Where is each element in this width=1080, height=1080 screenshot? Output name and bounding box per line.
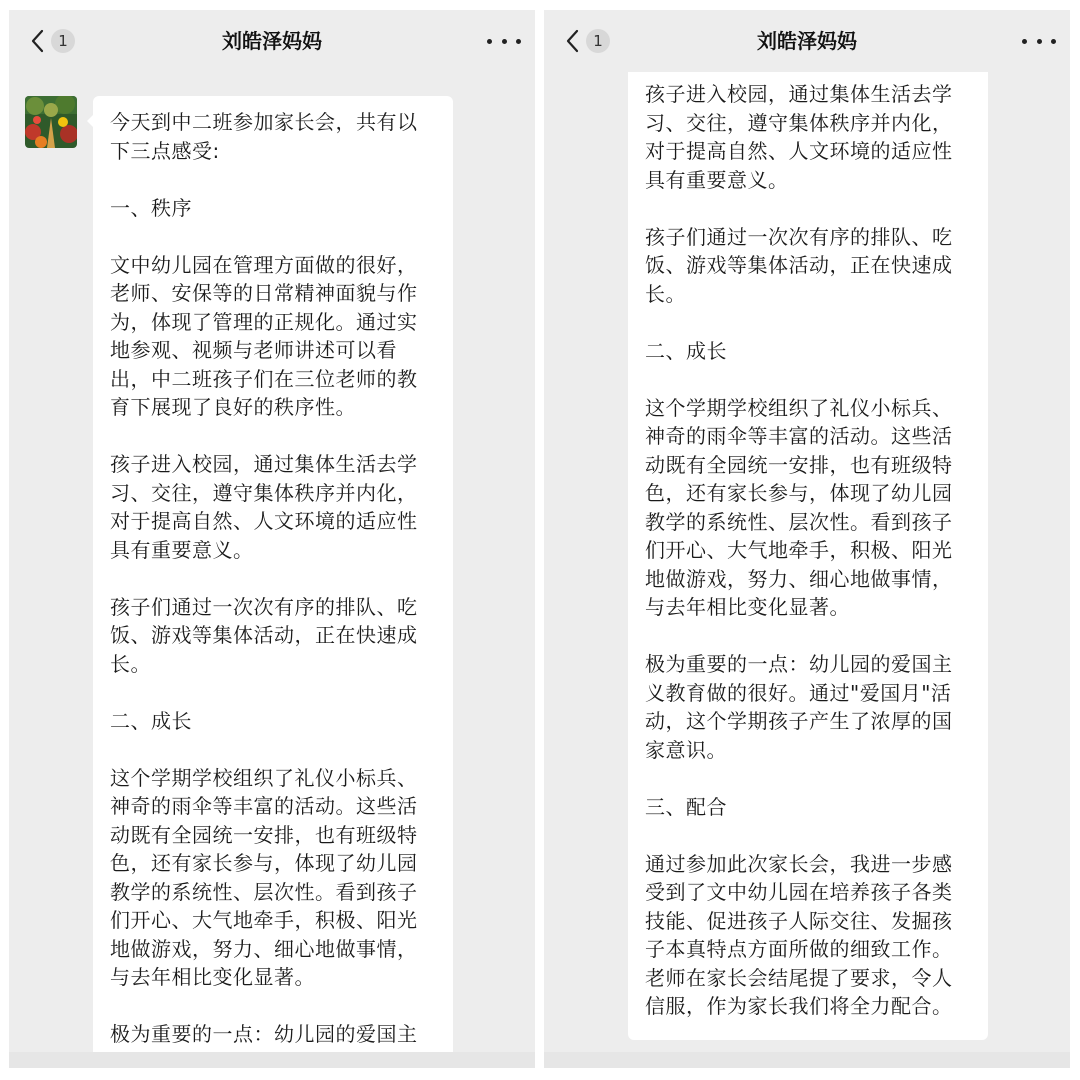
chat-screen-right <box>544 10 1070 1068</box>
message-line: 动既有全园统一安排，也有班级特 <box>110 822 418 847</box>
message-line: 出，中二班孩子们在三位老师的教 <box>110 366 418 391</box>
message-line: 二、成长 <box>645 338 727 363</box>
message-line: 饭、游戏等集体活动，正在快速成 <box>110 623 418 647</box>
message-line: 孩子进入校园，通过集体生活去学 <box>110 452 418 476</box>
message-line: 今天到中二班参加家长会，共有以 <box>110 110 418 134</box>
message-text <box>645 72 976 1021</box>
message-line: 老师在家长会结尾提了要求，令人 <box>645 965 953 990</box>
chat-screen-left <box>9 10 535 1068</box>
more-options-button[interactable] <box>1022 26 1056 56</box>
chat-header <box>544 10 1070 72</box>
message-text <box>110 96 441 1049</box>
paragraph-gap <box>110 992 441 1021</box>
message-line: 们开心、大气地牵手，积极、阳光 <box>645 538 953 562</box>
message-line: 文中幼儿园在管理方面做的很好， <box>110 252 418 277</box>
message-line: 育下展现了良好的秩序性。 <box>110 395 356 419</box>
unread-count-badge: 1 <box>51 29 75 53</box>
message-line: 饭、游戏等集体活动，正在快速成 <box>645 253 953 277</box>
paragraph-gap <box>110 735 441 764</box>
message-line: 信服，作为家长我们将全力配合。 <box>645 994 953 1018</box>
message-line: 子本真特点方面所做的细致工作。 <box>645 937 953 961</box>
message-line: 习、交往，遵守集体秩序并内化， <box>645 110 953 135</box>
message-line: 神奇的雨伞等丰富的活动。这些活 <box>645 424 953 448</box>
message-line: 对于提高自然、人文环境的适应性 <box>645 139 953 163</box>
message-line: 色，还有家长参与，体现了幼儿园 <box>645 481 953 505</box>
message-line: 极为重要的一点：幼儿园的爱国主 <box>110 1022 418 1046</box>
message-line: 义教育做的很好。通过"爱国月"活 <box>645 680 952 705</box>
message-line: 三、配合 <box>645 794 727 819</box>
paragraph-gap <box>645 764 976 793</box>
paragraph-gap <box>110 222 441 251</box>
message-line: 技能、促进孩子人际交往、发掘孩 <box>645 908 953 933</box>
message-line: 这个学期学校组织了礼仪小标兵、 <box>110 765 418 790</box>
more-horizontal-icon <box>487 39 492 44</box>
more-options-button[interactable] <box>487 26 521 56</box>
message-line: 教学的系统性、层次性。看到孩子 <box>645 509 953 534</box>
message-bubble[interactable] <box>93 96 453 1066</box>
avatar[interactable] <box>25 96 77 148</box>
message-line: 神奇的雨伞等丰富的活动。这些活 <box>110 794 418 818</box>
chat-title: 刘皓泽妈妈 <box>757 29 857 53</box>
paragraph-gap <box>645 821 976 850</box>
message-line: 教学的系统性、层次性。看到孩子 <box>110 879 418 904</box>
paragraph-gap <box>110 678 441 707</box>
message-line: 动既有全园统一安排，也有班级特 <box>645 452 953 477</box>
message-line: 与去年相比变化显著。 <box>645 595 850 619</box>
paragraph-gap <box>645 194 976 223</box>
paragraph-gap <box>645 308 976 337</box>
message-line: 地参观、视频与老师讲述可以看 <box>110 338 397 362</box>
message-line: 为，体现了管理的正规化。通过实 <box>110 309 418 334</box>
more-horizontal-icon <box>1022 39 1027 44</box>
message-line: 下三点感受: <box>110 138 220 163</box>
message-line: 习、交往，遵守集体秩序并内化， <box>110 480 418 505</box>
message-line: 孩子们通过一次次有序的排队、吃 <box>645 224 953 249</box>
message-line: 具有重要意义。 <box>645 167 789 192</box>
message-line: 色，还有家长参与，体现了幼儿园 <box>110 851 418 875</box>
paragraph-gap <box>110 564 441 593</box>
unread-count-badge: 1 <box>586 29 610 53</box>
message-line: 动，这个学期孩子产生了浓厚的国 <box>645 709 953 733</box>
message-line: 老师、安保等的日常精神面貌与作 <box>110 281 418 305</box>
message-line: 通过参加此次家长会，我进一步感 <box>645 851 953 876</box>
paragraph-gap <box>110 422 441 451</box>
paragraph-gap <box>645 365 976 394</box>
message-line: 长。 <box>645 281 686 306</box>
input-bar-edge <box>544 1052 1070 1068</box>
message-line: 这个学期学校组织了礼仪小标兵、 <box>645 395 953 420</box>
message-line: 具有重要意义。 <box>110 537 254 562</box>
message-line: 对于提高自然、人文环境的适应性 <box>110 509 418 533</box>
message-line: 极为重要的一点：幼儿园的爱国主 <box>645 652 953 676</box>
avatar-image <box>25 96 77 148</box>
message-line: 孩子进入校园，通过集体生活去学 <box>645 82 953 106</box>
chat-title: 刘皓泽妈妈 <box>222 29 322 53</box>
paragraph-gap <box>110 165 441 194</box>
message-line: 与去年相比变化显著。 <box>110 965 315 989</box>
message-line: 孩子们通过一次次有序的排队、吃 <box>110 594 418 619</box>
message-line: 们开心、大气地牵手，积极、阳光 <box>110 908 418 932</box>
chat-header <box>9 10 535 72</box>
message-line: 受到了文中幼儿园在培养孩子各类 <box>645 880 953 904</box>
paragraph-gap <box>645 622 976 651</box>
message-line: 地做游戏，努力、细心地做事情， <box>645 566 953 591</box>
message-line: 二、成长 <box>110 708 192 733</box>
input-bar-edge <box>9 1052 535 1068</box>
message-line: 长。 <box>110 651 151 676</box>
message-line: 一、秩序 <box>110 195 192 220</box>
message-bubble[interactable] <box>628 72 988 1040</box>
message-line: 家意识。 <box>645 737 727 762</box>
message-line: 地做游戏，努力、细心地做事情， <box>110 936 418 961</box>
